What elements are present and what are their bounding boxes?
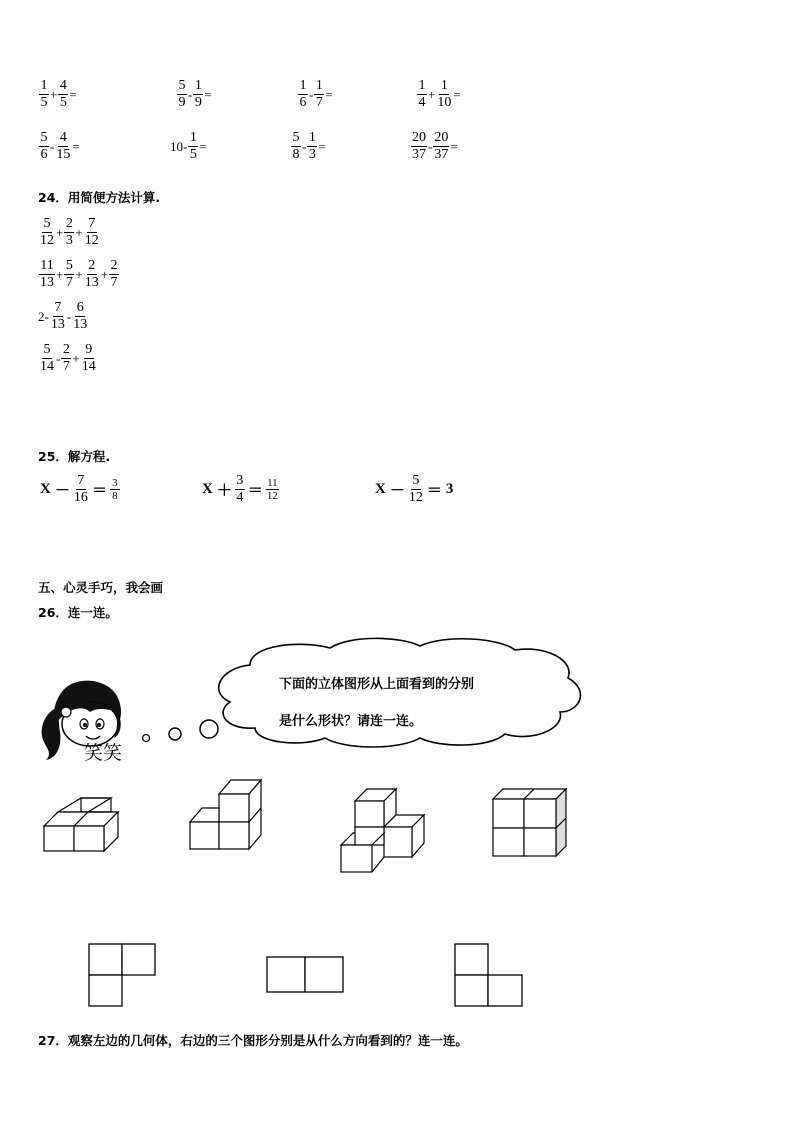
denominator: 9 — [178, 95, 186, 110]
numerator: 5 — [65, 258, 73, 273]
operator: = — [72, 138, 80, 154]
operator: X — [375, 481, 386, 497]
denominator: 10 — [437, 95, 452, 110]
operator: = — [325, 86, 333, 102]
operator: 3 — [445, 481, 454, 497]
operator: + — [75, 224, 83, 240]
numerator: 5 — [43, 342, 51, 357]
operator: + — [50, 86, 58, 102]
operator: - — [188, 86, 193, 102]
denominator: 12 — [266, 490, 278, 502]
denominator: 13 — [50, 317, 65, 332]
denominator: 6 — [299, 95, 307, 110]
numerator: 20 — [434, 130, 449, 145]
numerator: 2 — [110, 258, 118, 273]
q26-title: 26．连一连。 — [38, 605, 118, 620]
denominator: 5 — [189, 147, 197, 162]
operator: 2- — [38, 308, 49, 324]
denominator: 7 — [315, 95, 323, 110]
numerator: 3 — [236, 473, 244, 488]
operator: ＋ — [216, 483, 232, 499]
operator: X — [202, 481, 213, 497]
denominator: 12 — [408, 490, 423, 505]
operator: + — [56, 266, 64, 282]
denominator: 6 — [40, 147, 48, 162]
denominator: 16 — [73, 490, 88, 505]
operator: = — [204, 86, 212, 102]
denominator: 3 — [65, 233, 73, 248]
numerator: 1 — [315, 78, 323, 93]
denominator: 7 — [62, 359, 70, 374]
numerator: 4 — [59, 130, 67, 145]
q25-title: 25．解方程. — [38, 449, 111, 464]
operator: = — [69, 86, 77, 102]
operator: － — [54, 483, 70, 499]
operator: + — [100, 266, 109, 282]
numerator: 20 — [412, 130, 426, 145]
operator: + — [56, 224, 64, 240]
denominator: 5 — [59, 95, 67, 110]
denominator: 14 — [40, 359, 54, 374]
numerator: 9 — [85, 342, 93, 357]
denominator: 4 — [236, 490, 244, 505]
numerator: 1 — [418, 78, 426, 93]
numerator: 2 — [65, 216, 73, 231]
denominator: 8 — [112, 490, 118, 502]
operator: = — [199, 138, 207, 154]
numerator: 11 — [40, 258, 54, 273]
operator: + — [72, 350, 80, 366]
numerator: 7 — [88, 216, 96, 231]
denominator: 14 — [81, 359, 96, 374]
numerator: 1 — [40, 78, 48, 93]
numerator: 5 — [412, 473, 420, 488]
denominator: 13 — [73, 317, 88, 332]
numerator: 5 — [40, 130, 48, 145]
numerator: 7 — [77, 473, 85, 488]
denominator: 13 — [84, 275, 99, 290]
numerator: 1 — [308, 130, 316, 145]
numerator: 5 — [292, 130, 300, 145]
character-name: 笑笑 — [84, 742, 123, 764]
numerator: 1 — [299, 78, 307, 93]
operator: - — [309, 86, 314, 102]
q24-title: 24．用简便方法计算. — [38, 190, 161, 205]
q27-title: 27．观察左边的几何体，右边的三个图形分别是从什么方向看到的？连一连。 — [38, 1033, 468, 1048]
bubble-text-line1: 下面的立体图形从上面看到的分别 — [279, 677, 475, 692]
numerator: 2 — [62, 342, 70, 357]
numerator: 4 — [59, 78, 67, 93]
operator: - — [50, 138, 55, 154]
denominator: 8 — [292, 147, 300, 162]
numerator: 2 — [88, 258, 96, 273]
numerator: 3 — [110, 477, 120, 490]
operator: ＝ — [91, 483, 107, 499]
section5-title: 五、心灵手巧，我会画 — [38, 580, 164, 595]
numerator: 5 — [178, 78, 186, 93]
operator: - — [56, 350, 61, 366]
numerator: 7 — [54, 300, 62, 315]
operator: - — [302, 138, 307, 154]
operator: ＝ — [247, 483, 263, 499]
denominator: 37 — [434, 147, 449, 162]
operator: = — [318, 138, 326, 154]
numerator: 11 — [267, 477, 278, 489]
operator: = — [450, 138, 458, 154]
operator: + — [75, 266, 83, 282]
denominator: 37 — [412, 147, 426, 162]
operator: － — [389, 483, 405, 499]
numerator: 1 — [440, 78, 448, 93]
operator: = — [453, 86, 461, 102]
denominator: 15 — [56, 147, 71, 162]
denominator: 5 — [40, 95, 48, 110]
numerator: 1 — [194, 78, 202, 93]
operator: - — [66, 308, 72, 324]
operator: + — [428, 86, 436, 102]
denominator: 9 — [194, 95, 202, 110]
denominator: 13 — [40, 275, 54, 290]
operator: 10- — [170, 138, 188, 154]
numerator: 1 — [189, 130, 197, 145]
bubble-text-line2: 是什么形状？请连一连。 — [279, 714, 423, 729]
operator: X — [40, 481, 51, 497]
denominator: 3 — [308, 147, 316, 162]
denominator: 7 — [65, 275, 73, 290]
denominator: 4 — [418, 95, 426, 110]
numerator: 6 — [76, 300, 84, 315]
operator: ＝ — [426, 483, 442, 499]
operator: - — [428, 138, 433, 154]
numerator: 5 — [43, 216, 51, 231]
denominator: 12 — [40, 233, 54, 248]
denominator: 12 — [84, 233, 99, 248]
denominator: 7 — [110, 275, 118, 290]
